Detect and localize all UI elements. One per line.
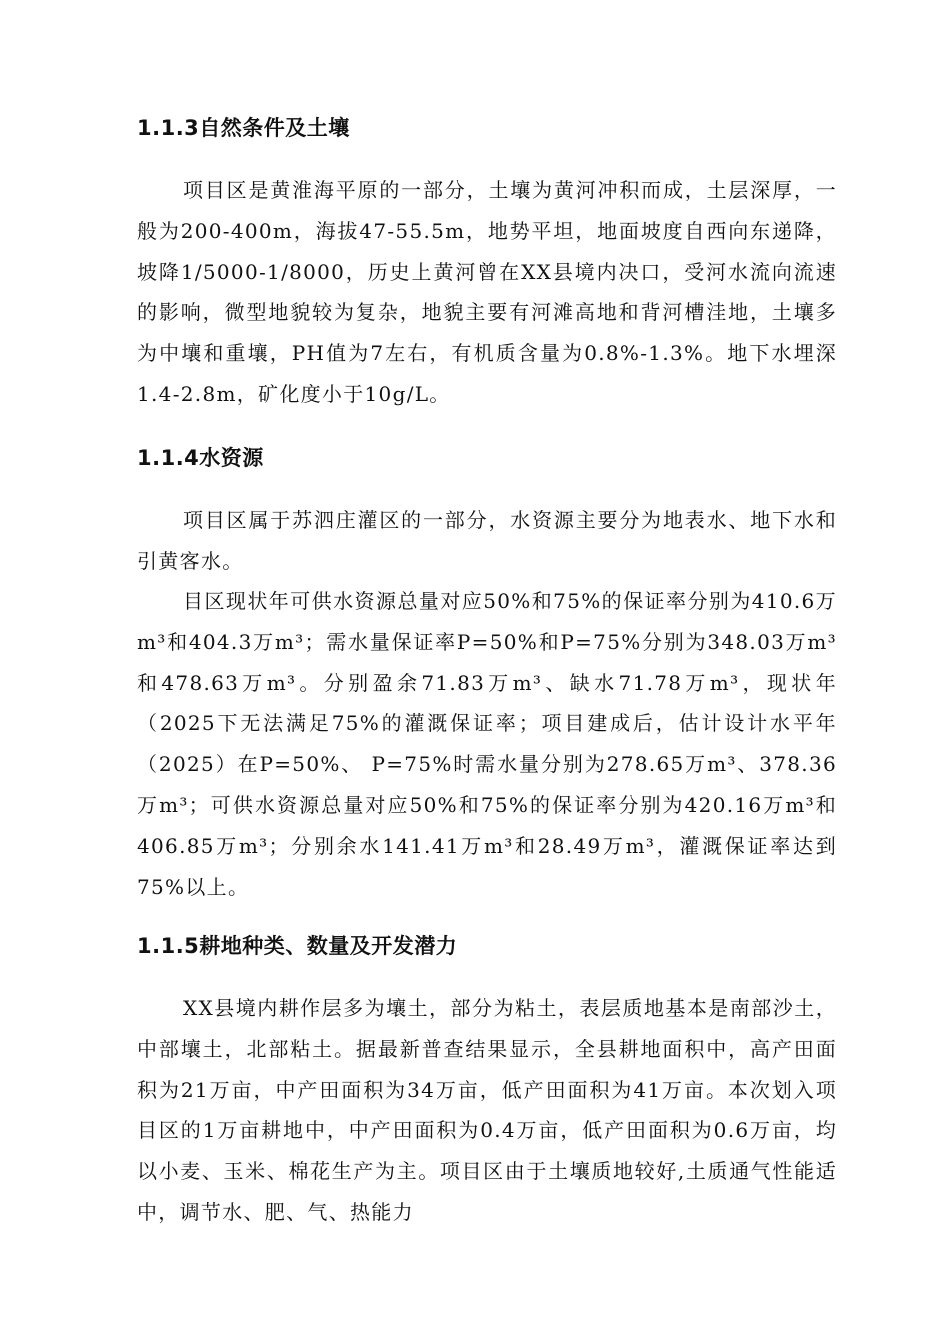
paragraph-natural-conditions: 项目区是黄淮海平原的一部分，土壤为黄河冲积而成，土层深厚，一般为200-400m，海拔47-55.5m，地势平坦，地面坡度自西向东递降，坡降1/5000-1/8000，历史上黄河曾在XX县境内决口，受河水流向流速的影响，微型地貌较为复杂，地貌主要有河滩高地和背河槽洼地，土壤多为中壤和重壤，PH值为7左右，有机质含量为0.8%-1.3%。地下水埋深1.4-2.8m，矿化度小于10g/L。 xyxy=(137,178,837,406)
section-heading-natural-conditions: 1.1.3自然条件及土壤 xyxy=(137,116,350,140)
section-heading-farmland: 1.1.5耕地种类、数量及开发潜力 xyxy=(137,934,458,958)
section-heading-water-resources: 1.1.4水资源 xyxy=(137,446,264,470)
paragraph-water-balance: 目区现状年可供水资源总量对应50%和75%的保证率分别为410.6万m³和404.3万m³；需水量保证率P=50%和P=75%分别为348.03万m³和478.63万m³。分别盈余71.83万m³、缺水71.78万m³，现状年（2025下无法满足75%的灌溉保证率；项目建成后，估计设计水平年（2025）在P=50%、 P=75%时需水量分别为278.65万m³、378.36万m³；可供水资源总量对应50%和75%的保证率分别为420.16万m³和406.85万m³；分别余水141.41万m³和28.49万m³，灌溉保证率达到75%以上。 xyxy=(137,589,837,899)
paragraph-farmland: XX县境内耕作层多为壤土，部分为粘土，表层质地基本是南部沙土，中部壤土，北部粘土。据最新普查结果显示，全县耕地面积中，高产田面积为21万亩，中产田面积为34万亩，低产田面积为41万亩。本次划入项目区的1万亩耕地中，中产田面积为0.4万亩，低产田面积为0.6万亩，均以小麦、玉米、棉花生产为主。项目区由于土壤质地较好,土质通气性能适中，调节水、肥、气、热能力 xyxy=(137,996,837,1224)
paragraph-water-sources: 项目区属于苏泗庄灌区的一部分，水资源主要分为地表水、地下水和引黄客水。 xyxy=(137,508,837,573)
